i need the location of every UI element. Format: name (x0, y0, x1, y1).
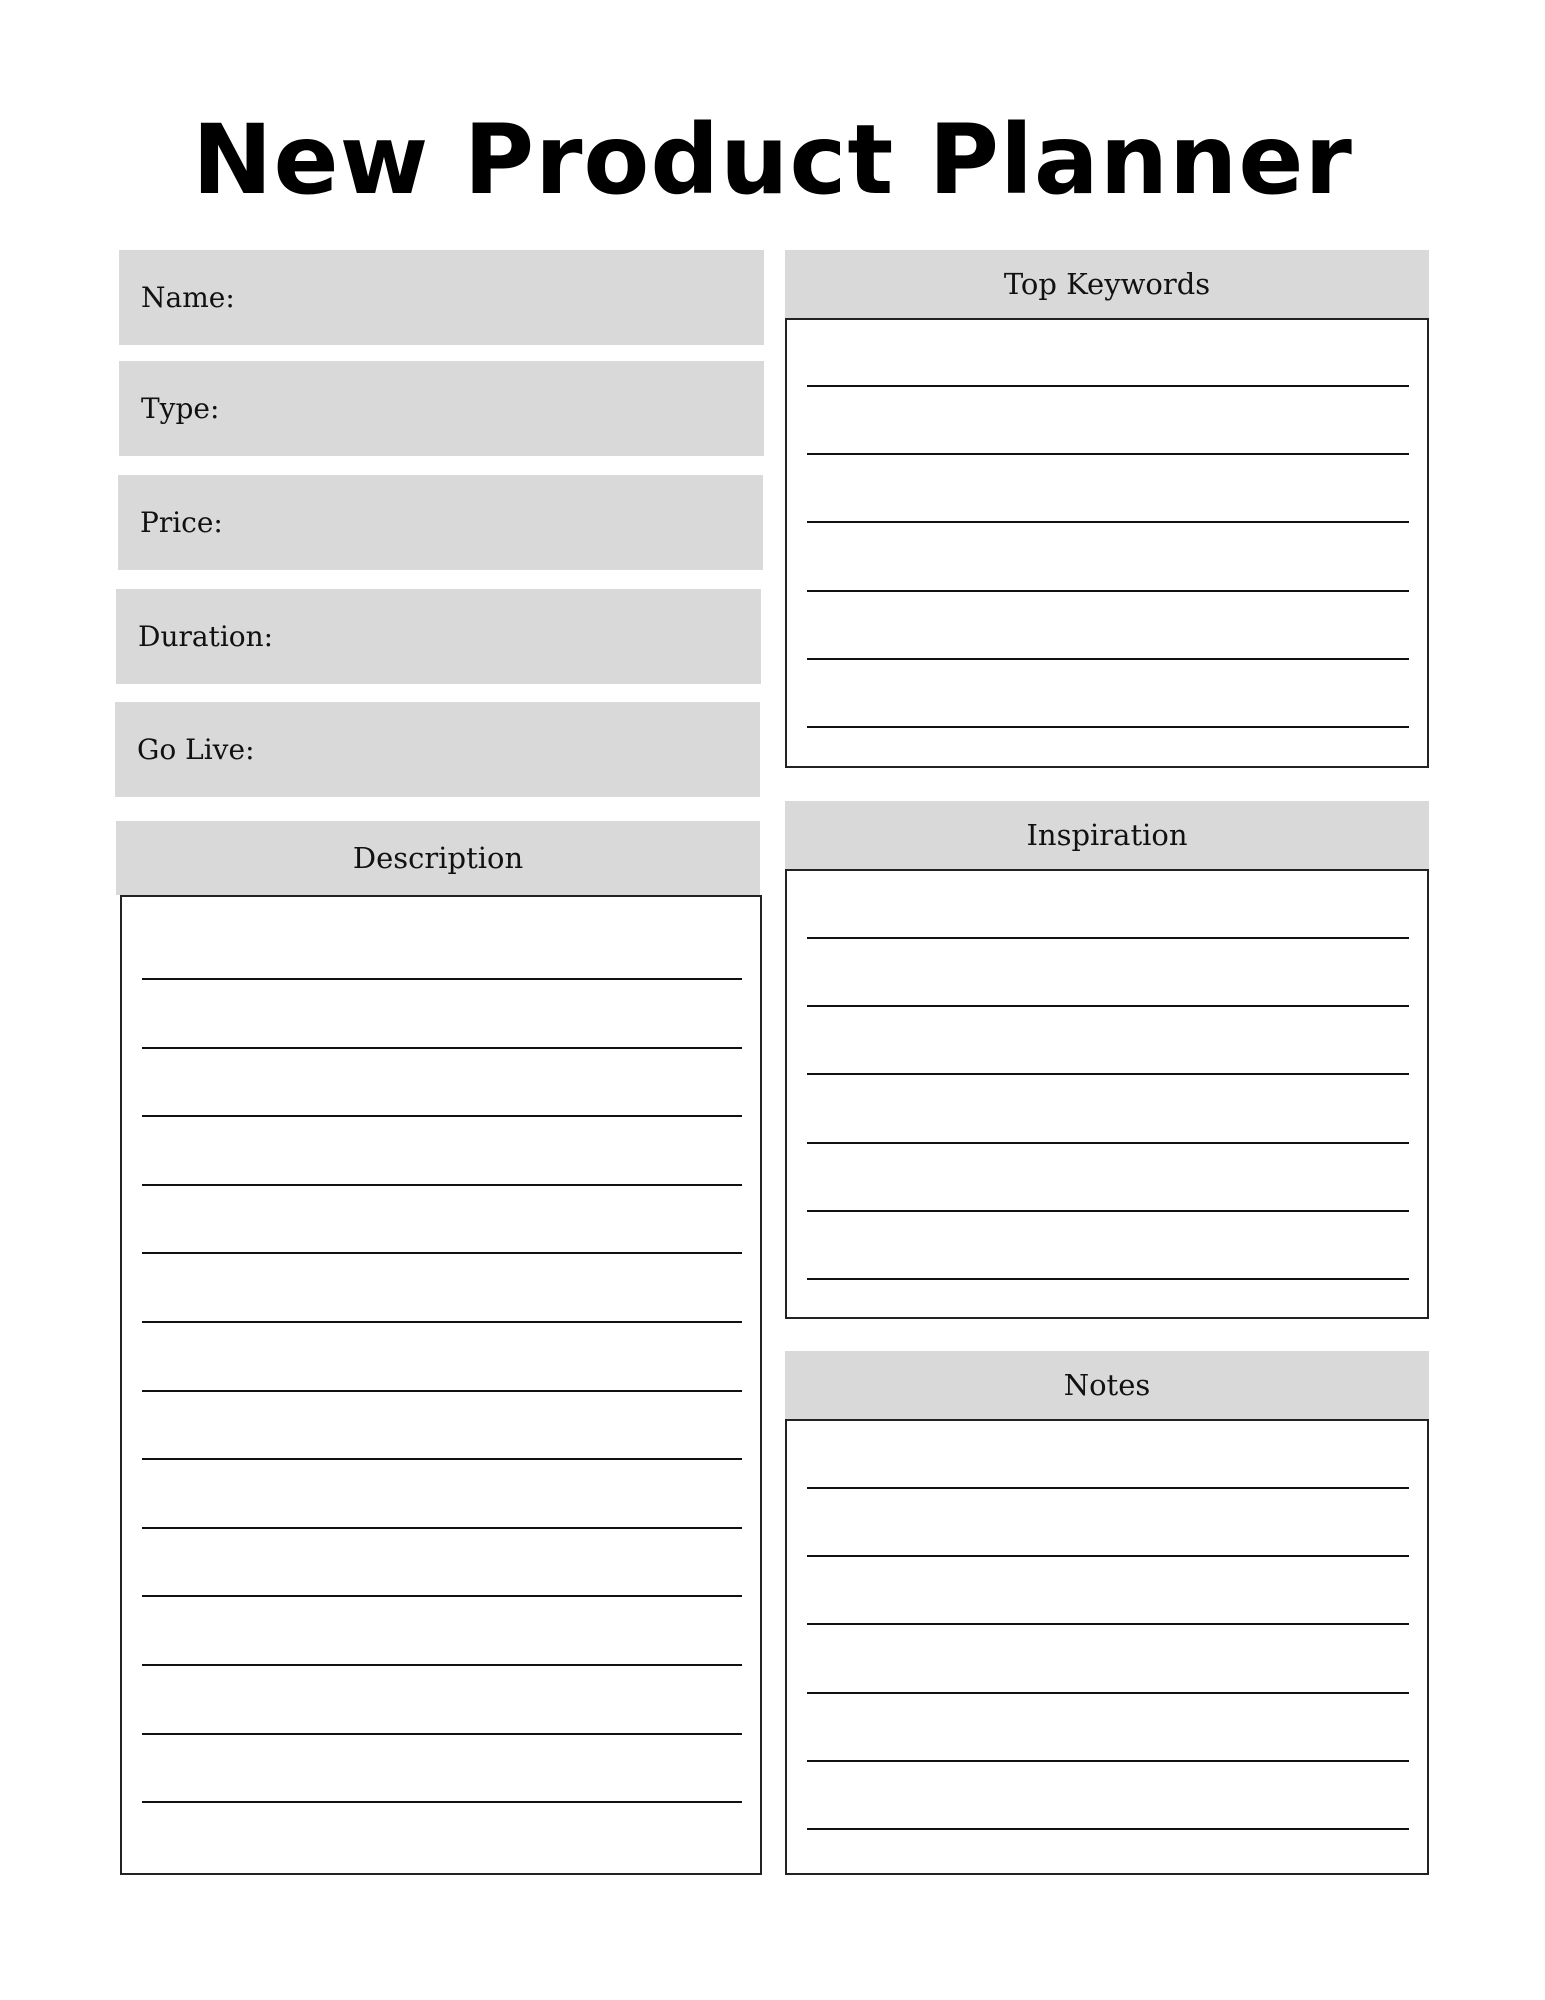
writing-line (807, 1005, 1409, 1007)
writing-line (142, 1115, 742, 1117)
writing-line (142, 1047, 742, 1049)
type-label: Type: (141, 392, 220, 425)
writing-line (142, 1595, 742, 1597)
inspiration-header: Inspiration (785, 801, 1429, 869)
writing-line (142, 1527, 742, 1529)
name-field[interactable] (119, 250, 764, 345)
price-field[interactable] (118, 475, 763, 570)
writing-line (807, 1142, 1409, 1144)
writing-line (807, 453, 1409, 455)
writing-line (142, 1801, 742, 1803)
inspiration-lines-area[interactable] (785, 869, 1429, 1319)
writing-line (807, 937, 1409, 939)
price-label: Price: (140, 506, 223, 539)
page-title: New Product Planner (192, 104, 1353, 216)
go-live-field[interactable] (115, 702, 760, 797)
writing-line (807, 1760, 1409, 1762)
top-keywords-lines-area[interactable] (785, 318, 1429, 768)
writing-line (142, 1390, 742, 1392)
top-keywords-section (785, 250, 1429, 768)
writing-line (807, 658, 1409, 660)
description-header: Description (116, 821, 760, 895)
duration-field[interactable] (116, 589, 761, 684)
writing-line (807, 1073, 1409, 1075)
go-live-label: Go Live: (137, 733, 255, 766)
writing-line (807, 726, 1409, 728)
writing-line (807, 1623, 1409, 1625)
writing-line (807, 385, 1409, 387)
writing-line (142, 1252, 742, 1254)
writing-line (807, 1210, 1409, 1212)
writing-line (142, 1664, 742, 1666)
writing-line (807, 521, 1409, 523)
writing-line (142, 978, 742, 980)
writing-line (807, 590, 1409, 592)
type-field[interactable] (119, 361, 764, 456)
duration-label: Duration: (138, 620, 274, 653)
writing-line (807, 1692, 1409, 1694)
writing-line (807, 1487, 1409, 1489)
notes-header: Notes (785, 1351, 1429, 1419)
notes-section (785, 1351, 1429, 1875)
writing-line (142, 1321, 742, 1323)
description-section (116, 821, 762, 1875)
writing-line (807, 1278, 1409, 1280)
writing-line (142, 1458, 742, 1460)
notes-lines-area[interactable] (785, 1419, 1429, 1875)
top-keywords-header: Top Keywords (785, 250, 1429, 318)
writing-line (807, 1828, 1409, 1830)
inspiration-section (785, 801, 1429, 1319)
name-label: Name: (141, 281, 235, 314)
description-lines-area[interactable] (120, 895, 762, 1875)
writing-line (142, 1733, 742, 1735)
writing-line (807, 1555, 1409, 1557)
writing-line (142, 1184, 742, 1186)
